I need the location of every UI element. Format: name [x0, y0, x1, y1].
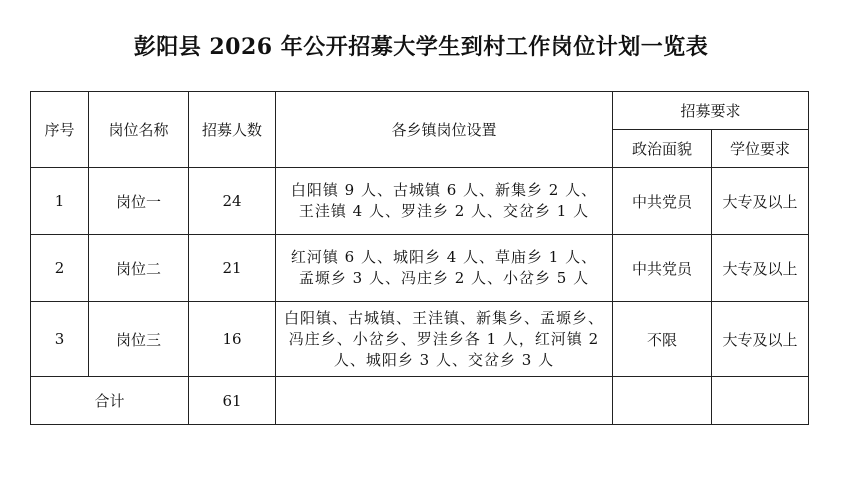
row-degree: 大专及以上 [712, 302, 809, 377]
table-row [31, 168, 809, 235]
total-row [31, 377, 809, 425]
total-label: 合计 [31, 377, 189, 425]
header-degree: 学位要求 [712, 130, 809, 168]
row-political: 中共党员 [613, 168, 712, 235]
row-count: 16 [189, 302, 276, 377]
row-post: 岗位一 [89, 168, 189, 235]
row-count: 24 [189, 168, 276, 235]
table-row [31, 235, 809, 302]
row-seq: 1 [31, 168, 89, 235]
row-towns: 白阳镇 9 人、古城镇 6 人、新集乡 2 人、王洼镇 4 人、罗洼乡 2 人、交岔乡 1 人 [276, 168, 613, 235]
row-post: 岗位二 [89, 235, 189, 302]
total-count: 61 [189, 377, 276, 425]
row-political: 中共党员 [613, 235, 712, 302]
header-count: 招募人数 [189, 92, 276, 168]
header-seq: 序号 [31, 92, 89, 168]
total-degree-empty [712, 377, 809, 425]
header-political: 政治面貌 [613, 130, 712, 168]
row-degree: 大专及以上 [712, 235, 809, 302]
header-post-name: 岗位名称 [89, 92, 189, 168]
row-seq: 2 [31, 235, 89, 302]
row-degree: 大专及以上 [712, 168, 809, 235]
row-count: 21 [189, 235, 276, 302]
header-requirements: 招募要求 [613, 92, 809, 130]
table-row [31, 302, 809, 377]
row-seq: 3 [31, 302, 89, 377]
row-towns: 红河镇 6 人、城阳乡 4 人、草庙乡 1 人、孟塬乡 3 人、冯庄乡 2 人、小岔乡 5 人 [276, 235, 613, 302]
row-towns: 白阳镇、古城镇、王洼镇、新集乡、孟塬乡、冯庄乡、小岔乡、罗洼乡各 1 人，红河镇 2 人、城阳乡 3 人、交岔乡 3 人 [276, 302, 613, 377]
header-towns: 各乡镇岗位设置 [276, 92, 613, 168]
row-post: 岗位三 [89, 302, 189, 377]
recruitment-plan-table [30, 91, 809, 425]
total-towns-empty [276, 377, 613, 425]
total-political-empty [613, 377, 712, 425]
page-title: 彭阳县 2026 年公开招募大学生到村工作岗位计划一览表 [133, 34, 709, 60]
row-political: 不限 [613, 302, 712, 377]
